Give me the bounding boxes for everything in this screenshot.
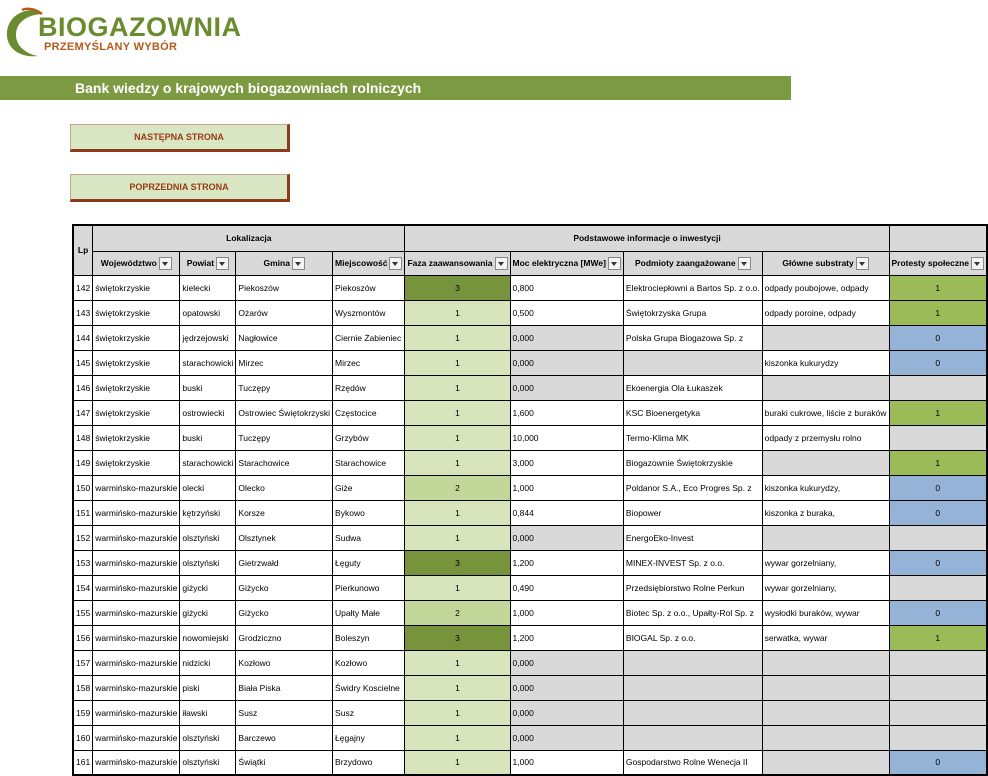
cell-substraty[interactable] [762,700,889,725]
column-miejscowosc: Miejscowość [333,251,405,275]
cell-protesty[interactable]: 0 [889,600,987,625]
cell-substraty[interactable] [762,750,889,775]
table-row [73,625,987,650]
column-faza: Faza zaawansowania [405,251,510,275]
cell-lp[interactable]: 147 [73,400,93,425]
cell-lp[interactable]: 146 [73,375,93,400]
cell-protesty[interactable] [889,725,987,750]
cell-gmina[interactable]: Giżycko [236,575,333,600]
table-row [73,300,987,325]
table-row [73,450,987,475]
cell-protesty[interactable] [889,375,987,400]
cell-podmioty[interactable]: Biogazownie Świętokrzyskie [623,450,762,475]
cell-miejscowosc[interactable]: Boleszyn [333,625,405,650]
cell-miejscowosc[interactable]: Sudwa [333,525,405,550]
cell-miejscowosc[interactable]: Kozłowo [333,650,405,675]
cell-substraty[interactable]: kiszonka z buraka, [762,500,889,525]
page-title: Bank wiedzy o krajowych biogazowniach rolniczych [75,80,422,96]
cell-lp[interactable]: 160 [73,725,93,750]
previous-page-button[interactable]: POPRZEDNIA STRONA [70,174,290,202]
table-row [73,750,987,775]
cell-gmina[interactable]: Tuczępy [236,425,333,450]
cell-faza[interactable]: 2 [405,475,510,500]
cell-gmina[interactable]: Biała Piska [236,675,333,700]
cell-gmina[interactable]: Susz [236,700,333,725]
table-row [73,575,987,600]
cell-podmioty[interactable]: BIOGAL Sp. z o.o. [623,625,762,650]
cell-faza[interactable]: 1 [405,400,510,425]
cell-podmioty[interactable]: KSC Bioenergetyka [623,400,762,425]
cell-faza[interactable]: 2 [405,600,510,625]
cell-powiat[interactable]: nidzicki [180,650,236,675]
cell-wojewodztwo[interactable]: warmińsko-mazurskie [93,600,180,625]
cell-moc[interactable]: 1,200 [510,625,623,650]
cell-protesty[interactable] [889,650,987,675]
cell-powiat[interactable]: starachowicki [180,350,236,375]
cell-gmina[interactable]: Ożarów [236,300,333,325]
column-wojewodztwo: Województwo [93,251,180,275]
cell-faza[interactable]: 3 [405,275,510,300]
cell-substraty[interactable]: wywar gorzelniany, [762,550,889,575]
cell-faza[interactable]: 1 [405,350,510,375]
cell-protesty[interactable]: 0 [889,550,987,575]
column-gmina: Gmina [236,251,333,275]
cell-protesty[interactable]: 0 [889,750,987,775]
cell-gmina[interactable]: Giżycko [236,600,333,625]
cell-wojewodztwo[interactable]: warmińsko-mazurskie [93,525,180,550]
table-body [73,275,987,775]
cell-podmioty[interactable]: Elektrociepłowni a Bartos Sp. z o.o. [623,275,762,300]
cell-powiat[interactable]: olsztyński [180,550,236,575]
filter-dropdown-icon[interactable] [159,257,172,270]
table-row [73,600,987,625]
column-substraty: Główne substraty [762,251,889,275]
cell-moc[interactable]: 0,000 [510,375,623,400]
cell-protesty[interactable] [889,575,987,600]
cell-moc[interactable]: 10,000 [510,425,623,450]
cell-protesty[interactable]: 1 [889,625,987,650]
cell-lp[interactable]: 151 [73,500,93,525]
cell-podmioty[interactable] [623,350,762,375]
cell-lp[interactable]: 154 [73,575,93,600]
cell-podmioty[interactable] [623,700,762,725]
cell-miejscowosc[interactable]: Ciernie Żabieniec [333,325,405,350]
cell-gmina[interactable]: Gietrzwałd [236,550,333,575]
cell-powiat[interactable]: olsztyński [180,750,236,775]
cell-substraty[interactable] [762,325,889,350]
cell-gmina[interactable]: Grodziczno [236,625,333,650]
cell-powiat[interactable]: opatowski [180,300,236,325]
table-row [73,675,987,700]
cell-wojewodztwo[interactable]: świętokrzyskie [93,325,180,350]
cell-protesty[interactable]: 1 [889,400,987,425]
cell-podmioty[interactable]: EnergoEko-Invest [623,525,762,550]
cell-faza[interactable]: 1 [405,750,510,775]
cell-lp[interactable]: 153 [73,550,93,575]
cell-miejscowosc[interactable]: Starachowice [333,450,405,475]
cell-substraty[interactable]: wywar gorzelniany, [762,575,889,600]
cell-miejscowosc[interactable]: Susz [333,700,405,725]
cell-faza[interactable]: 1 [405,700,510,725]
cell-faza[interactable]: 3 [405,625,510,650]
cell-wojewodztwo[interactable]: świętokrzyskie [93,375,180,400]
logo [4,4,242,64]
cell-moc[interactable]: 0,000 [510,525,623,550]
cell-podmioty[interactable]: Gospodarstwo Rolne Wenecja II [623,750,762,775]
cell-powiat[interactable]: olsztyński [180,525,236,550]
cell-faza[interactable]: 1 [405,375,510,400]
cell-powiat[interactable]: starachowicki [180,450,236,475]
cell-faza[interactable]: 1 [405,325,510,350]
cell-podmioty[interactable]: Świętokrzyska Grupa [623,300,762,325]
cell-podmioty[interactable]: Przedsiębiorstwo Rolne Perkun [623,575,762,600]
cell-lp[interactable]: 158 [73,675,93,700]
table-row [73,500,987,525]
cell-miejscowosc[interactable]: Pierkunowo [333,575,405,600]
cell-substraty[interactable] [762,675,889,700]
cell-podmioty[interactable]: Biotec Sp. z o.o., Upałty-Rol Sp. z [623,600,762,625]
cell-substraty[interactable] [762,650,889,675]
cell-powiat[interactable]: piski [180,675,236,700]
cell-miejscowosc[interactable]: Upałty Małe [333,600,405,625]
cell-wojewodztwo[interactable]: świętokrzyskie [93,450,180,475]
cell-protesty[interactable] [889,700,987,725]
cell-powiat[interactable]: giżycki [180,575,236,600]
cell-gmina[interactable]: Olecko [236,475,333,500]
cell-gmina[interactable]: Nagłowice [236,325,333,350]
table-row [73,700,987,725]
cell-podmioty[interactable] [623,650,762,675]
cell-gmina[interactable]: Tuczępy [236,375,333,400]
cell-substraty[interactable]: kiszonka kukurydzy, [762,475,889,500]
cell-moc[interactable]: 0,000 [510,650,623,675]
cell-lp[interactable]: 155 [73,600,93,625]
cell-wojewodztwo[interactable]: świętokrzyskie [93,275,180,300]
cell-lp[interactable]: 144 [73,325,93,350]
cell-lp[interactable]: 149 [73,450,93,475]
filter-dropdown-icon[interactable] [738,257,751,270]
cell-gmina[interactable]: Barczewo [236,725,333,750]
cell-gmina[interactable]: Świątki [236,750,333,775]
column-powiat: Powiat [180,251,236,275]
table-row [73,400,987,425]
column-podmioty: Podmioty zaangażowane [623,251,762,275]
filter-dropdown-icon[interactable] [292,257,305,270]
cell-lp[interactable]: 148 [73,425,93,450]
cell-lp[interactable]: 152 [73,525,93,550]
cell-wojewodztwo[interactable]: świętokrzyskie [93,350,180,375]
cell-podmioty[interactable]: Polska Grupa Biogazowa Sp. z [623,325,762,350]
cell-podmioty[interactable] [623,725,762,750]
cell-protesty[interactable]: 0 [889,325,987,350]
cell-moc[interactable]: 0,800 [510,275,623,300]
cell-faza[interactable]: 1 [405,575,510,600]
logo-subtitle: PRZEMYŚLANY WYBÓR [44,41,178,53]
cell-wojewodztwo[interactable]: warmińsko-mazurskie [93,500,180,525]
cell-gmina[interactable]: Starachowice [236,450,333,475]
cell-faza[interactable]: 1 [405,650,510,675]
cell-lp[interactable]: 143 [73,300,93,325]
table-row [73,375,987,400]
cell-wojewodztwo[interactable]: warmińsko-mazurskie [93,750,180,775]
cell-faza[interactable]: 1 [405,675,510,700]
cell-substraty[interactable]: odpady poubojowe, odpady [762,275,889,300]
filter-dropdown-icon[interactable] [216,257,229,270]
cell-powiat[interactable]: giżycki [180,600,236,625]
page-banner [0,76,791,100]
cell-protesty[interactable]: 1 [889,450,987,475]
cell-moc[interactable]: 1,600 [510,400,623,425]
cell-wojewodztwo[interactable]: świętokrzyskie [93,400,180,425]
cell-powiat[interactable]: kielecki [180,275,236,300]
lp-header: Lp [73,225,93,275]
cell-wojewodztwo[interactable]: warmińsko-mazurskie [93,575,180,600]
cell-gmina[interactable]: Korsze [236,500,333,525]
cell-protesty[interactable]: 0 [889,475,987,500]
cell-substraty[interactable]: odpady z przemysłu rolno [762,425,889,450]
cell-wojewodztwo[interactable]: warmińsko-mazurskie [93,475,180,500]
protesty-group-header [889,225,987,251]
cell-substraty[interactable]: kiszonka kukurydzy [762,350,889,375]
cell-lp[interactable]: 156 [73,625,93,650]
cell-miejscowosc[interactable]: Rzędów [333,375,405,400]
cell-lp[interactable]: 161 [73,750,93,775]
cell-moc[interactable]: 0,000 [510,350,623,375]
cell-podmioty[interactable]: Ekoenergia Ola Łukaszek [623,375,762,400]
cell-powiat[interactable]: iławski [180,700,236,725]
cell-protesty[interactable]: 1 [889,275,987,300]
table-row [73,325,987,350]
cell-gmina[interactable]: Mirzec [236,350,333,375]
filter-dropdown-icon[interactable] [856,257,869,270]
cell-podmioty[interactable]: Poldanor S.A., Eco Progres Sp. z [623,475,762,500]
cell-wojewodztwo[interactable]: warmińsko-mazurskie [93,625,180,650]
cell-moc[interactable]: 0,000 [510,675,623,700]
cell-powiat[interactable]: jędrzejowski [180,325,236,350]
cell-protesty[interactable] [889,675,987,700]
cell-moc[interactable]: 0,844 [510,500,623,525]
cell-wojewodztwo[interactable]: świętokrzyskie [93,425,180,450]
cell-wojewodztwo[interactable]: świętokrzyskie [93,300,180,325]
cell-faza[interactable]: 1 [405,450,510,475]
cell-protesty[interactable] [889,425,987,450]
cell-miejscowosc[interactable]: Łęguty [333,550,405,575]
cell-moc[interactable]: 0,000 [510,725,623,750]
table-row [73,650,987,675]
filter-dropdown-icon[interactable] [971,257,984,270]
cell-miejscowosc[interactable]: Giże [333,475,405,500]
cell-lp[interactable]: 159 [73,700,93,725]
cell-protesty[interactable] [889,525,987,550]
cell-powiat[interactable]: nowomiejski [180,625,236,650]
cell-miejscowosc[interactable]: Bykowo [333,500,405,525]
cell-substraty[interactable] [762,725,889,750]
table-row [73,475,987,500]
cell-moc[interactable]: 0,500 [510,300,623,325]
column-moc: Moc elektryczna [MWe] [510,251,623,275]
next-page-button[interactable]: NASTĘPNA STRONA [70,124,290,152]
cell-faza[interactable]: 1 [405,500,510,525]
cell-miejscowosc[interactable]: Świdry Koscielne [333,675,405,700]
cell-gmina[interactable]: Olsztynek [236,525,333,550]
cell-podmioty[interactable] [623,675,762,700]
cell-substraty[interactable] [762,450,889,475]
cell-gmina[interactable]: Piekoszów [236,275,333,300]
table-row [73,725,987,750]
cell-protesty[interactable]: 1 [889,300,987,325]
cell-miejscowosc[interactable]: Częstocice [333,400,405,425]
cell-substraty[interactable]: wysłodki buraków, wywar [762,600,889,625]
cell-powiat[interactable]: ostrowiecki [180,400,236,425]
cell-powiat[interactable]: kętrzyński [180,500,236,525]
cell-lp[interactable]: 145 [73,350,93,375]
cell-moc[interactable]: 1,200 [510,550,623,575]
filter-dropdown-icon[interactable] [495,257,508,270]
cell-miejscowosc[interactable]: Piekoszów [333,275,405,300]
cell-lp[interactable]: 150 [73,475,93,500]
cell-protesty[interactable]: 0 [889,500,987,525]
cell-wojewodztwo[interactable]: warmińsko-mazurskie [93,650,180,675]
cell-faza[interactable]: 3 [405,550,510,575]
cell-wojewodztwo[interactable]: warmińsko-mazurskie [93,675,180,700]
cell-wojewodztwo[interactable]: warmińsko-mazurskie [93,550,180,575]
cell-miejscowosc[interactable]: Brzydowo [333,750,405,775]
cell-podmioty[interactable]: Biopower [623,500,762,525]
cell-substraty[interactable]: serwatka, wywar [762,625,889,650]
cell-podmioty[interactable]: Termo-Klima MK [623,425,762,450]
cell-moc[interactable]: 0,000 [510,700,623,725]
cell-powiat[interactable]: buski [180,375,236,400]
cell-moc[interactable]: 1,000 [510,600,623,625]
cell-miejscowosc[interactable]: Łęgajny [333,725,405,750]
column-protesty: Protesty społeczne [889,251,987,275]
cell-faza[interactable]: 1 [405,525,510,550]
cell-faza[interactable]: 1 [405,725,510,750]
cell-faza[interactable]: 1 [405,300,510,325]
cell-substraty[interactable] [762,525,889,550]
cell-moc[interactable]: 3,000 [510,450,623,475]
cell-miejscowosc[interactable]: Grzybów [333,425,405,450]
podstawowe-header: Podstawowe informacje o inwestycji [405,225,889,251]
cell-podmioty[interactable]: MINEX-INVEST Sp. z o.o. [623,550,762,575]
logo-title: BIOGAZOWNIA [38,12,242,42]
cell-lp[interactable]: 142 [73,275,93,300]
filter-dropdown-icon[interactable] [608,257,621,270]
cell-wojewodztwo[interactable]: warmińsko-mazurskie [93,700,180,725]
cell-gmina[interactable]: Kozłowo [236,650,333,675]
table-row [73,275,987,300]
cell-lp[interactable]: 157 [73,650,93,675]
biogas-table [72,224,988,776]
cell-powiat[interactable]: olecki [180,475,236,500]
cell-powiat[interactable]: olsztyński [180,725,236,750]
cell-miejscowosc[interactable]: Mirzec [333,350,405,375]
cell-wojewodztwo[interactable]: warmińsko-mazurskie [93,725,180,750]
cell-substraty[interactable] [762,375,889,400]
filter-dropdown-icon[interactable] [389,257,402,270]
cell-miejscowosc[interactable]: Wyszmontów [333,300,405,325]
cell-moc[interactable]: 1,000 [510,750,623,775]
table-row [73,525,987,550]
table-row [73,550,987,575]
cell-moc[interactable]: 0,490 [510,575,623,600]
cell-protesty[interactable]: 0 [889,350,987,375]
cell-gmina[interactable]: Ostrowiec Świętokrzyski [236,400,333,425]
cell-moc[interactable]: 1,000 [510,475,623,500]
lokalizacja-header: Lokalizacja [93,225,405,251]
cell-powiat[interactable]: buski [180,425,236,450]
cell-substraty[interactable]: buraki cukrowe, liście z buraków [762,400,889,425]
cell-moc[interactable]: 0,000 [510,325,623,350]
table-row [73,350,987,375]
cell-faza[interactable]: 1 [405,425,510,450]
table-row [73,425,987,450]
cell-substraty[interactable]: odpady poroine, odpady [762,300,889,325]
